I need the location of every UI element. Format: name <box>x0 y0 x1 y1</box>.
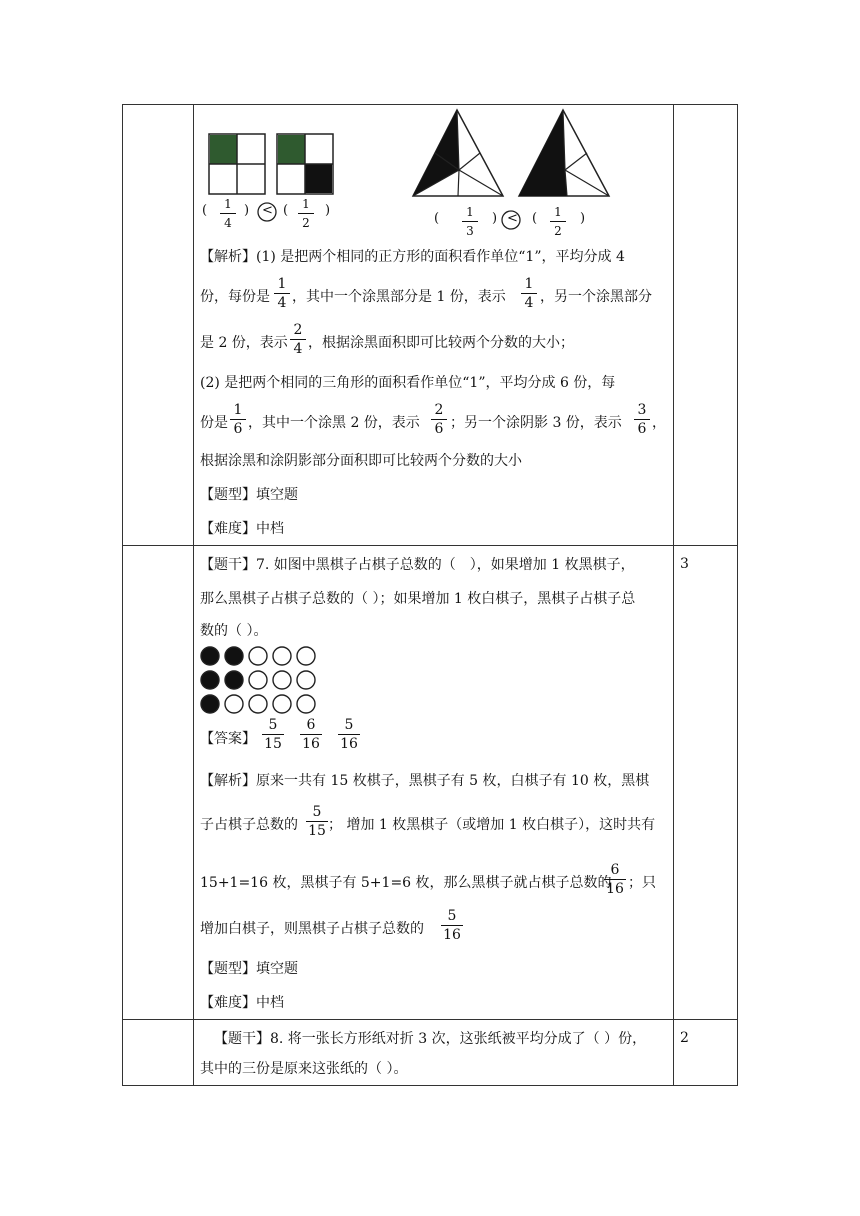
white-piece <box>297 695 315 713</box>
question-score: 2 <box>680 1030 689 1046</box>
black-piece <box>225 647 243 665</box>
paren-close: ) <box>244 203 250 218</box>
analysis-line: ；只 <box>628 875 656 891</box>
analysis-line: ，其中一个涂黑 2 份，表示 <box>248 415 420 431</box>
fraction: 1 2 <box>298 196 314 231</box>
white-piece <box>273 695 291 713</box>
analysis-line: ，其中一个涂黑部分是 1 份，表示 <box>292 289 506 305</box>
fraction: 1 2 <box>550 204 566 239</box>
fraction: 1 4 <box>274 276 290 311</box>
question-stem: 数的（ ）。 <box>200 623 268 639</box>
analysis-line: 份，每份是 <box>200 289 270 305</box>
column-divider <box>673 105 674 1085</box>
compare-symbol: < <box>507 211 518 226</box>
paren-close: ) <box>580 211 586 226</box>
chess-pieces-figure <box>198 646 324 714</box>
question-difficulty: 【难度】中档 <box>200 995 284 1011</box>
analysis-line: ，另一个涂黑部分 <box>540 289 652 305</box>
paren-open: ( <box>283 203 289 218</box>
analysis-line: 份是 <box>200 415 228 431</box>
analysis-line: 【解析】(1) 是把两个相同的正方形的面积看作单位“1”，平均分成 4 <box>200 249 625 265</box>
triangle-half-figure <box>519 110 609 196</box>
paren-close: ) <box>492 211 498 226</box>
analysis-line: 15+1=16 枚，黑棋子有 5+1=6 枚，那么黑棋子就占棋子总数的 <box>200 875 612 891</box>
answer-fraction: 6 16 <box>300 717 322 752</box>
question-stem: 那么黑棋子占棋子总数的（ ）；如果增加 1 枚白棋子，黑棋子占棋子总 <box>200 591 636 607</box>
compare-symbol: < <box>262 203 273 218</box>
fraction: 1 4 <box>521 276 537 311</box>
fraction: 5 15 <box>306 804 328 839</box>
analysis-line: 是 2 份，表示 <box>200 335 288 351</box>
white-piece <box>273 647 291 665</box>
fraction: 5 16 <box>441 908 463 943</box>
analysis-line: (2) 是把两个相同的三角形的面积看作单位“1”，平均分成 6 份，每 <box>200 375 616 391</box>
answer-fraction: 5 16 <box>338 717 360 752</box>
paren-close: ) <box>325 203 331 218</box>
paren-open: ( <box>202 203 208 218</box>
question-type: 【题型】填空题 <box>200 961 298 977</box>
white-piece <box>273 671 291 689</box>
white-piece <box>225 695 243 713</box>
question-stem: 其中的三份是原来这张纸的（ ）。 <box>200 1061 408 1077</box>
question-difficulty: 【难度】中档 <box>200 521 284 537</box>
column-divider <box>193 105 194 1085</box>
analysis-label: 【解析】 <box>200 249 256 265</box>
analysis-line: ，根据涂黑面积即可比较两个分数的大小； <box>308 335 574 351</box>
row-divider <box>123 1019 737 1020</box>
fraction: 6 16 <box>604 862 626 897</box>
fraction-figure <box>195 106 635 240</box>
answer-fraction: 5 15 <box>262 717 284 752</box>
white-piece <box>249 647 267 665</box>
row-divider <box>123 545 737 546</box>
analysis-label: 【解析】 <box>200 773 256 789</box>
fraction: 2 6 <box>431 402 447 437</box>
paren-open: ( <box>434 211 440 226</box>
square-quarter-figure <box>209 134 265 194</box>
white-piece <box>249 671 267 689</box>
question-type: 【题型】填空题 <box>200 487 298 503</box>
fraction: 1 3 <box>462 204 478 239</box>
triangle-third-figure <box>413 110 503 196</box>
stem-label: 【题干】 <box>214 1031 270 1047</box>
fraction: 2 4 <box>290 322 306 357</box>
analysis-line: ；另一个涂阴影 3 份，表示 <box>450 415 622 431</box>
white-piece <box>297 671 315 689</box>
question-stem: 【题干】7. 如图中黑棋子占棋子总数的（ ），如果增加 1 枚黑棋子， <box>200 557 635 573</box>
question-score: 3 <box>680 556 689 572</box>
white-piece <box>249 695 267 713</box>
analysis-line: 子占棋子总数的 <box>200 817 298 833</box>
answer-label: 【答案】 <box>200 731 256 747</box>
fraction: 1 6 <box>230 402 246 437</box>
analysis-line: ； 增加 1 枚黑棋子（或增加 1 枚白棋子），这时共有 <box>328 817 656 833</box>
analysis-line: 根据涂黑和涂阴影部分面积即可比较两个分数的大小 <box>200 453 522 469</box>
question-stem: 【题干】8. 将一张长方形纸对折 3 次，这张纸被平均分成了（ ）份， <box>214 1031 647 1047</box>
white-piece <box>297 647 315 665</box>
analysis-line: ， <box>652 415 666 431</box>
paren-open: ( <box>532 211 538 226</box>
stem-label: 【题干】 <box>200 557 256 573</box>
square-half-figure <box>277 134 333 194</box>
fraction: 1 4 <box>220 196 236 231</box>
black-piece <box>201 695 219 713</box>
analysis-line: 【解析】原来一共有 15 枚棋子，黑棋子有 5 枚，白棋子有 10 枚，黑棋 <box>200 773 650 789</box>
black-piece <box>201 671 219 689</box>
fraction: 3 6 <box>634 402 650 437</box>
black-piece <box>201 647 219 665</box>
analysis-line: 增加白棋子，则黑棋子占棋子总数的 <box>200 921 424 937</box>
black-piece <box>225 671 243 689</box>
